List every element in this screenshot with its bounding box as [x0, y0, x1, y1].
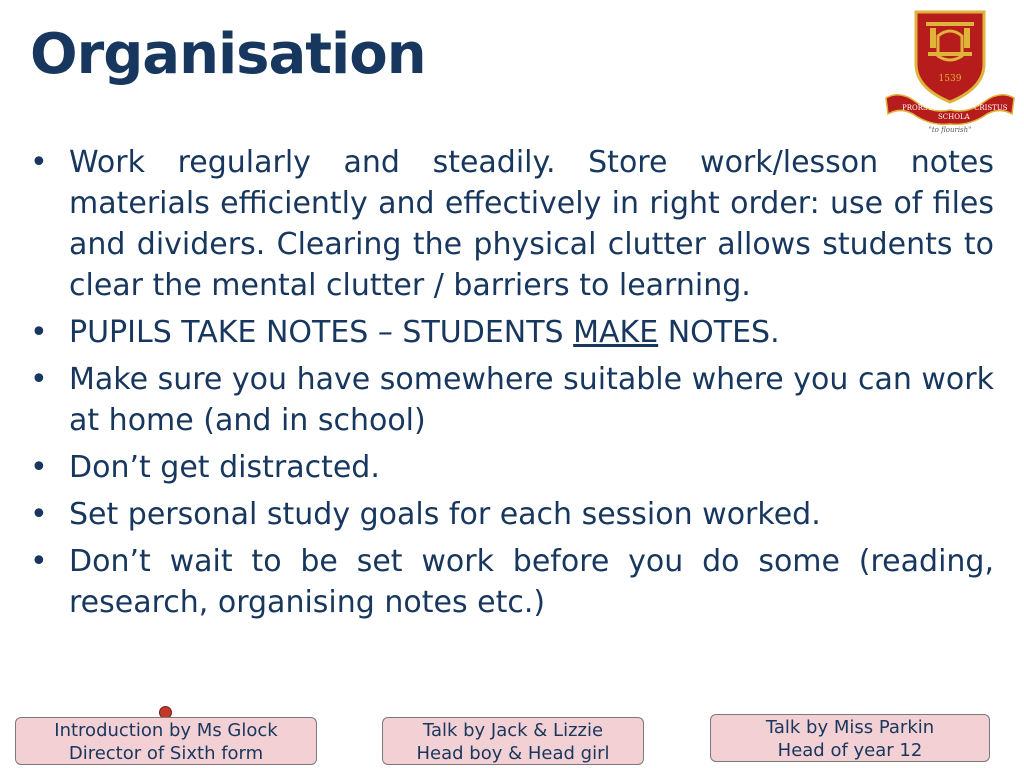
bullet-text: Don’t get distracted. — [69, 450, 380, 485]
bullet-icon: • — [30, 497, 48, 532]
button-label-line1: Talk by Miss Parkin — [765, 717, 935, 738]
bullet-list — [30, 142, 994, 629]
list-item — [30, 494, 994, 535]
svg-text:SCHOLA: SCHOLA — [938, 113, 970, 121]
svg-text:"to flourish": "to flourish" — [928, 126, 972, 134]
button-label-line2: Head boy & Head girl — [416, 743, 610, 764]
bullet-icon: • — [30, 544, 48, 579]
bullet-text: Make sure you have somewhere suitable where you can work at home (and in school) — [69, 362, 994, 438]
button-label-line1: Introduction by Ms Glock — [54, 720, 278, 741]
bullet-icon: • — [30, 315, 48, 350]
bullet-icon: • — [30, 362, 48, 397]
bullet-text: NOTES. — [658, 315, 780, 350]
bullet-text: Set personal study goals for each session worked. — [69, 497, 821, 532]
bullet-text: Work regularly and steadily. Store work/lesson notes materials efficiently and effectively in right order: use of files and dividers. Clearing the physical clutter allows students to clear the mental clutter / barriers to learning. — [69, 145, 994, 303]
bullet-text: PUPILS TAKE NOTES – STUDENTS — [69, 315, 574, 350]
talk-jack-lizzie-button[interactable] — [382, 717, 644, 765]
bullet-text: Don’t wait to be set work before you do some (reading, research, organising notes etc.) — [69, 544, 994, 620]
svg-text:PRORSUM: PRORSUM — [902, 104, 941, 112]
bullet-icon: • — [30, 450, 48, 485]
list-item — [30, 541, 994, 623]
svg-text:CRISTUS: CRISTUS — [974, 104, 1008, 112]
list-item — [30, 312, 994, 353]
intro-ms-glock-button[interactable] — [15, 717, 317, 765]
emphasis-text: MAKE — [573, 315, 659, 350]
list-item — [30, 359, 994, 441]
page-title: Organisation — [30, 22, 426, 87]
list-item — [30, 142, 994, 306]
school-crest-logo — [882, 6, 1018, 134]
talk-miss-parkin-button[interactable] — [710, 714, 990, 762]
button-label-line2: Director of Sixth form — [68, 743, 264, 764]
list-item — [30, 447, 994, 488]
svg-text:1539: 1539 — [938, 74, 962, 84]
button-label-line1: Talk by Jack & Lizzie — [422, 720, 604, 741]
bullet-icon: • — [30, 145, 48, 180]
button-label-line2: Head of year 12 — [777, 740, 923, 761]
